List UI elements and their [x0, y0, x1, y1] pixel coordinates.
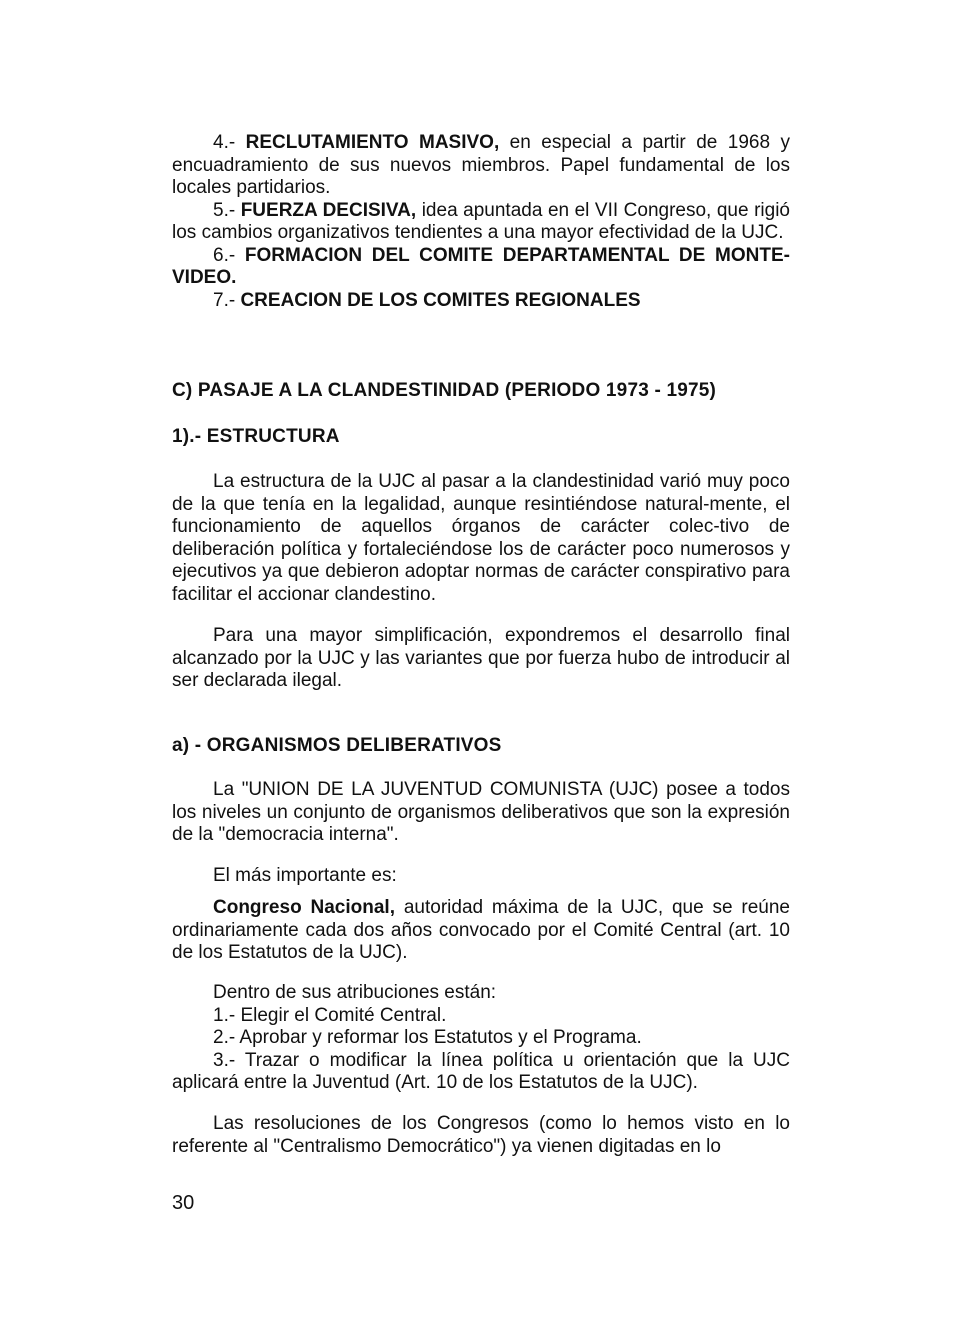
- atribuciones-intro: Dentro de sus atribuciones están:: [213, 982, 497, 1003]
- item-number: 7.-: [213, 289, 241, 311]
- atribuciones-block: [172, 982, 790, 1095]
- paragraph-organismos-2: El más importante es:: [213, 865, 397, 886]
- item-number: 5.-: [213, 199, 241, 221]
- paragraph-organismos-1: La "UNION DE LA JUVENTUD COMUNISTA (UJC) posee a todos los niveles un conjunto de organismos deliberativos que son la expresión de la "democracia interna".: [172, 779, 790, 845]
- congreso-heading: Congreso Nacional,: [213, 897, 395, 918]
- page-number: 30: [172, 1192, 195, 1214]
- item-text: idea apuntada en el VII Congreso, que rigió los cambios organizativos tendientes a una mayor efectividad de la UJC.: [172, 199, 790, 243]
- item-heading: CREACION DE LOS COMITES REGIONALES: [240, 289, 641, 311]
- list-item: [172, 132, 790, 200]
- list-item: 2.- Aprobar y reformar los Estatutos y el Programa.: [213, 1027, 642, 1048]
- section-c-heading: C) PASAJE A LA CLANDESTINIDAD (PERIODO 1973 - 1975): [172, 380, 717, 401]
- numbered-list-top: [172, 132, 790, 312]
- item-number: 4.-: [213, 132, 246, 153]
- paragraph-estructura-1: La estructura de la UJC al pasar a la clandestinidad varió muy poco de la que tenía en la legalidad, aunque resintiéndose natural-mente, el funcionamiento de aquellos órganos de carácter colec-tivo de deliberación política y fortaleciéndose los de carácter poco numerosos y ejecutivos ya que debieron adoptar normas de carácter conspirativo para facilitar el accionar clandestino.: [172, 471, 790, 605]
- congreso-text: autoridad máxima de la UJC, que se reúne ordinariamente cada dos años convocado por el Comité Central (art. 10 de los Estatutos de la UJC).: [172, 897, 791, 963]
- item-number: 6.-: [213, 244, 245, 266]
- paragraph-final: Las resoluciones de los Congresos (como lo hemos visto en lo referente al "Centralismo Democrático") ya vienen digitadas en lo: [172, 1113, 790, 1157]
- paragraph-congreso: [172, 897, 790, 965]
- section-1-heading: 1).- ESTRUCTURA: [172, 426, 340, 447]
- list-item: 3.- Trazar o modificar la línea política u orientación que la UJC aplicará entre la Juventud (Art. 10 de los Estatutos de la UJC).: [172, 1049, 790, 1093]
- item-text: en especial a partir de 1968 y encuadramiento de sus nuevos miembros. Papel fundamental de los locales partidarios.: [172, 132, 791, 198]
- list-item: [172, 200, 790, 245]
- item-heading: FUERZA DECISIVA,: [240, 199, 417, 221]
- list-item: [172, 245, 790, 290]
- section-a-heading: a) - ORGANISMOS DELIBERATIVOS: [172, 735, 502, 756]
- list-item: 1.- Elegir el Comité Central.: [213, 1004, 447, 1026]
- item-heading: RECLUTAMIENTO MASIVO,: [245, 132, 500, 153]
- list-item: [172, 290, 790, 313]
- paragraph-estructura-2: Para una mayor simplificación, expondremos el desarrollo final alcanzado por la UJC y las variantes que por fuerza hubo de introducir al ser declarada ilegal.: [172, 625, 790, 691]
- item-heading: FORMACION DEL COMITE DEPARTAMENTAL DE MONTE-VIDEO.: [172, 244, 790, 288]
